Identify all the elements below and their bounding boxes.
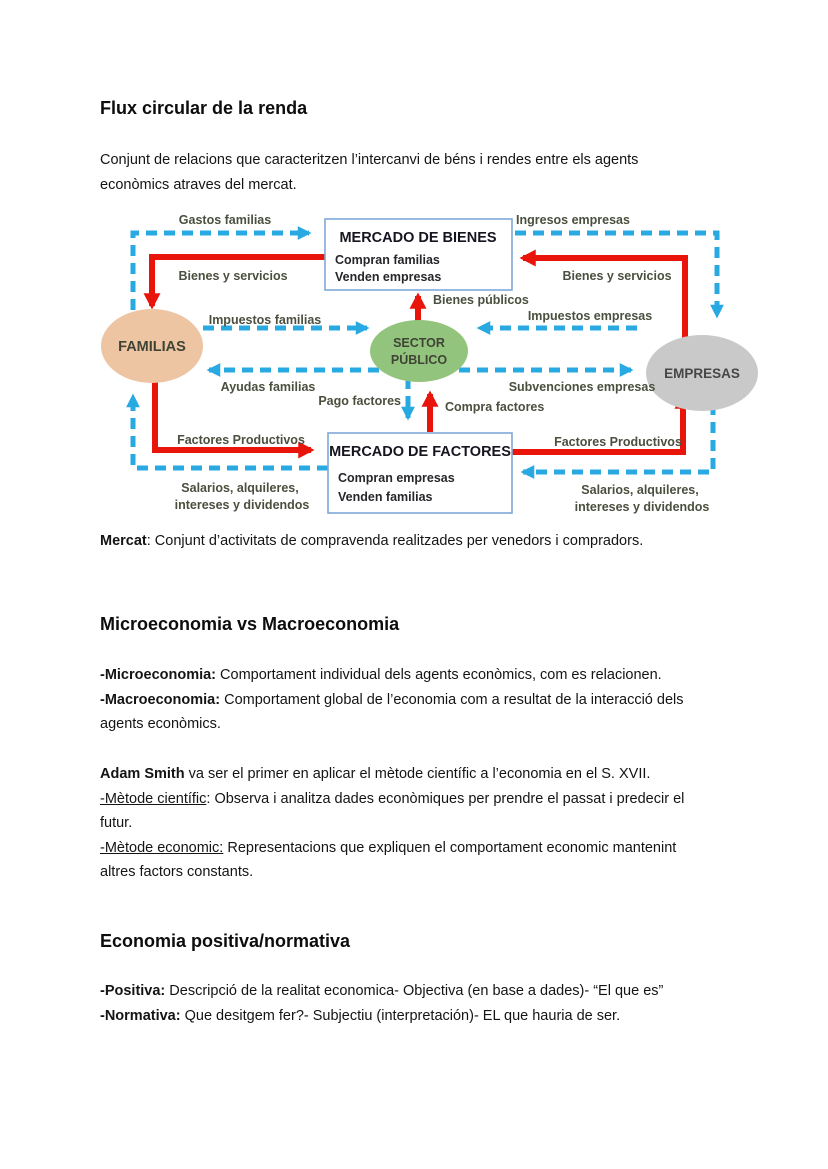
mercado-de-bienes-box (325, 219, 512, 290)
label-salarios-right-2: intereses y dividendos (574, 500, 710, 514)
macro-text-line-2: agents econòmics. (100, 716, 221, 732)
mercat-term: Mercat (100, 533, 147, 549)
micro-term: -Microeconomia: (100, 667, 217, 683)
sector-publico-node (370, 320, 468, 382)
macro-text-line-1: Comportament global de l’economia com a resultat de la interacció dels (220, 691, 684, 708)
page-title: Flux circular de la renda (100, 98, 308, 118)
label-salarios-right-1: Salarios, alquileres, (581, 483, 699, 497)
intro-paragraph (100, 148, 750, 197)
metode-cientific-line-2: futur. (100, 815, 133, 831)
macro-term: -Macroeconomia: (100, 691, 221, 708)
metode-economic-line-1: Representacions que expliquen el comportament economic mantenint (223, 839, 677, 856)
sector-publico-label-2: PÚBLICO (390, 353, 448, 367)
mercado-bienes-line-2: Venden empresas (335, 270, 442, 284)
label-ayudas-familias: Ayudas familias (220, 380, 316, 394)
positiva-text: Descripció de la realitat economica- Objectiva (en base a dades)- “El que es” (165, 983, 664, 999)
label-compra-factores: Compra factores (445, 400, 545, 414)
normativa-term: -Normativa: (100, 1007, 181, 1024)
label-salarios-left-2: intereses y dividendos (174, 498, 310, 512)
label-pago-factores: Pago factores (318, 394, 401, 408)
label-subvenciones-empresas: Subvenciones empresas (508, 380, 656, 394)
flow-salarios-familias-arrow (133, 396, 328, 468)
adam-smith-paragraph (100, 762, 750, 885)
micro-text: Comportament individual dels agents econòmics, com es relacionen. (216, 667, 662, 683)
label-ingresos-empresas: Ingresos empresas (516, 213, 630, 227)
label-bienes-publicos: Bienes públicos (433, 293, 529, 307)
metode-economic-line-2: altres factors constants. (100, 864, 254, 880)
label-impuestos-empresas: Impuestos empresas (527, 309, 653, 323)
mercado-factores-line-2: Venden familias (338, 490, 433, 504)
label-factores-productivos-right: Factores Productivos (554, 435, 682, 449)
adam-smith-text: va ser el primer en aplicar el mètode científic a l’economia en el S. XVII. (184, 766, 651, 782)
metode-cientific-line-1: : Observa i analitza dades econòmiques per prendre el passat i predecir el (206, 790, 685, 807)
label-bienes-servicios-right: Bienes y servicios (562, 269, 672, 283)
mercado-factores-line-1: Compran empresas (338, 471, 455, 485)
label-factores-productivos-left: Factores Productivos (177, 433, 305, 447)
label-gastos-familias: Gastos familias (178, 213, 272, 227)
label-bienes-servicios-left: Bienes y servicios (178, 269, 288, 283)
mercado-bienes-line-1: Compran familias (335, 253, 440, 267)
mercat-definition (100, 529, 750, 554)
mercado-bienes-title: MERCADO DE BIENES (339, 230, 497, 246)
mercado-de-factores-box (328, 433, 512, 513)
positiva-term: -Positiva: (100, 983, 166, 999)
sector-publico-label-1: SECTOR (393, 336, 445, 350)
metode-economic-term: -Mètode economic: (100, 839, 224, 856)
micro-macro-paragraph (100, 663, 750, 737)
label-salarios-left-1: Salarios, alquileres, (181, 481, 299, 495)
section-title-positiva-normativa: Economia positiva/normativa (100, 931, 351, 951)
empresas-label: EMPRESAS (664, 366, 740, 381)
label-impuestos-familias: Impuestos familias (208, 313, 322, 327)
normativa-text: Que desitgem fer?- Subjectiu (interpretación)- EL que hauria de ser. (180, 1007, 621, 1024)
metode-cientific-term: -Mètode científic (100, 790, 207, 807)
circular-flow-diagram (85, 198, 775, 530)
mercado-factores-title: MERCADO DE FACTORES (329, 444, 511, 460)
section-title-micro-macro: Microeconomia vs Macroeconomia (100, 614, 400, 634)
positiva-normativa-paragraph (100, 979, 750, 1028)
adam-smith-term: Adam Smith (100, 766, 185, 782)
familias-label: FAMILIAS (118, 339, 186, 355)
mercat-text: : Conjunt d’activitats de compravenda realitzades per venedors i compradors. (146, 533, 644, 549)
intro-line-2: econòmics atraves del mercat. (100, 176, 297, 193)
intro-line-1: Conjunt de relacions que caracteritzen l’intercanvi de béns i rendes entre els agents (100, 152, 639, 168)
